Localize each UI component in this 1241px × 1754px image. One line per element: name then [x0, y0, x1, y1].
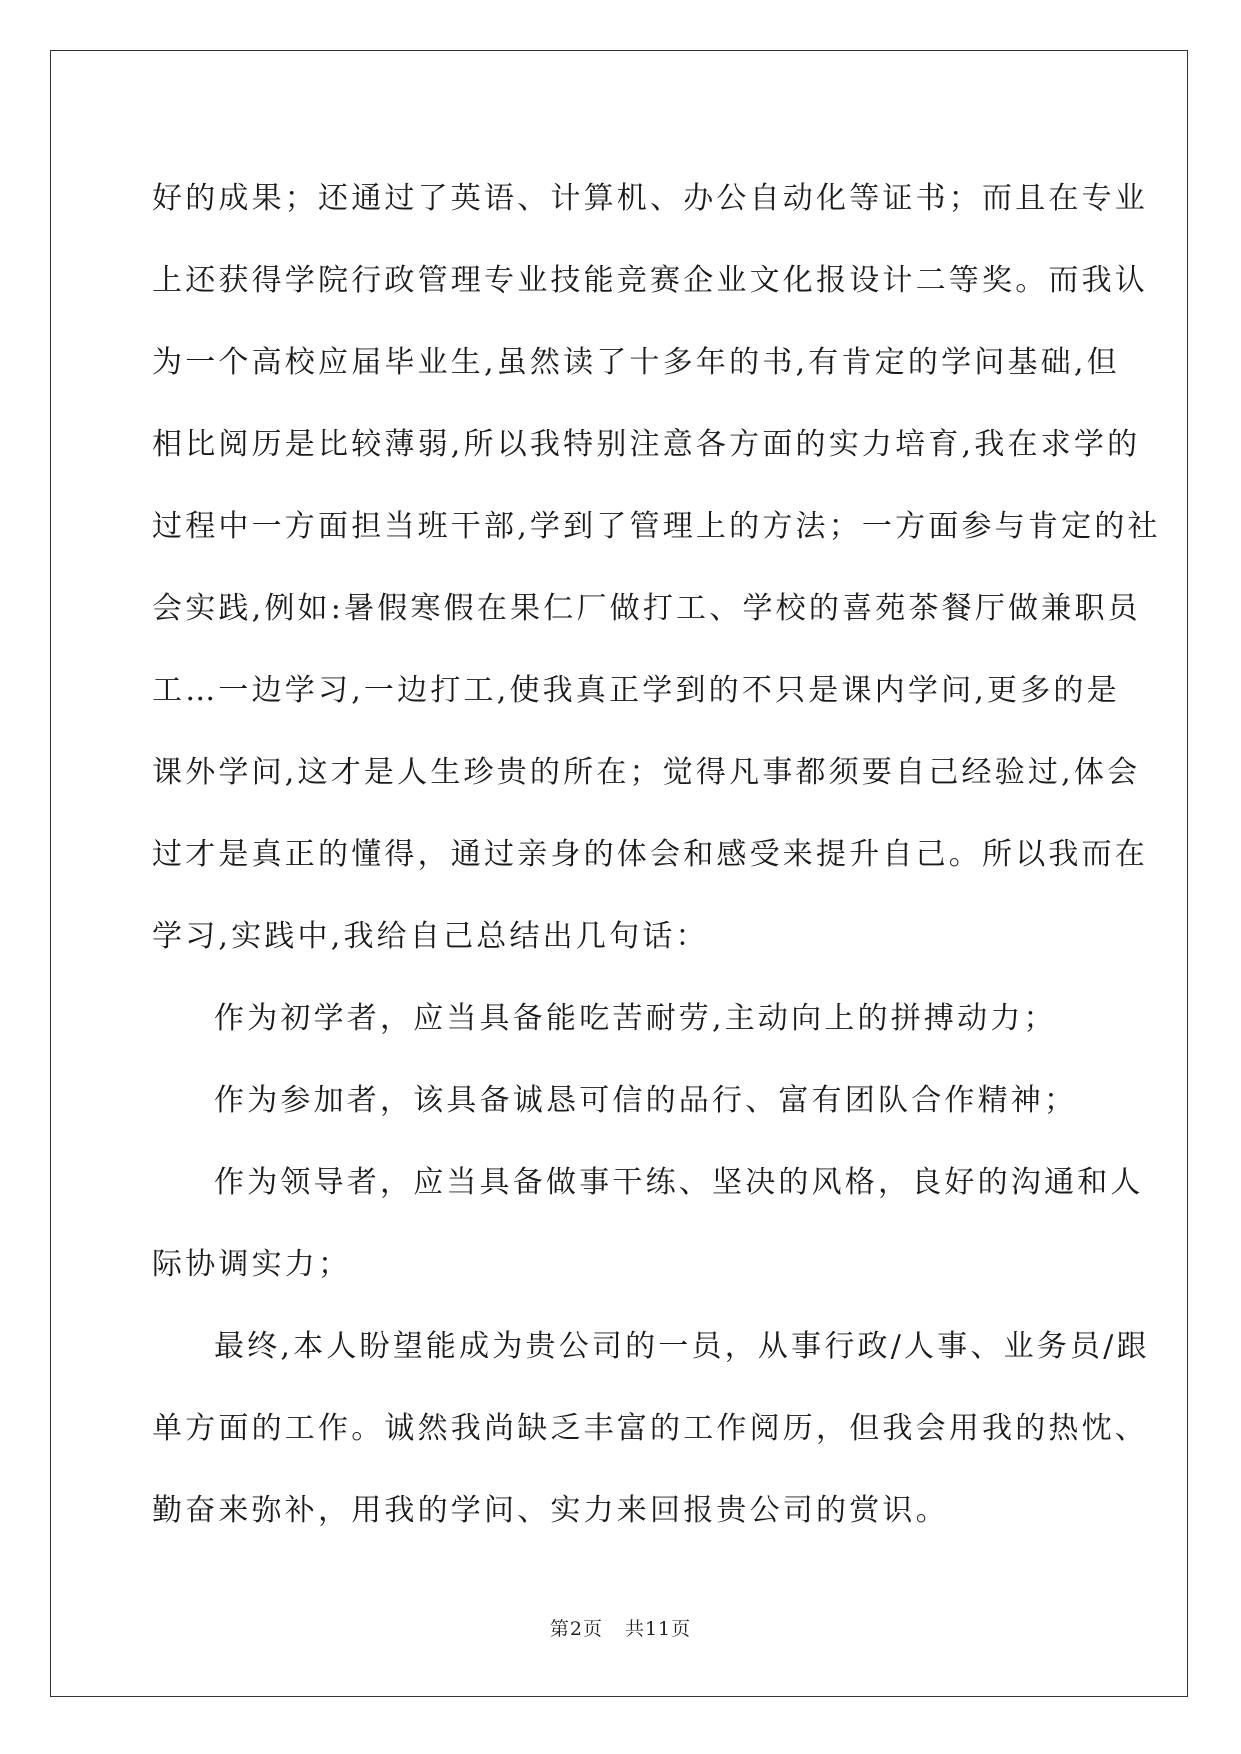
text-line-indented: 作为参加者，该具备诚恳可信的品行、富有团队合作精神；: [214, 1083, 1078, 1118]
text-line: 过才是真正的懂得，通过亲身的体会和感受来提升自己。所以我而在: [152, 837, 1148, 872]
page-number-current: 第2页: [549, 1618, 603, 1640]
page-number-total: 共11页: [624, 1618, 692, 1640]
text-line-indented: 最终,本人盼望能成为贵公司的一员，从事行政/人事、业务员/跟: [214, 1329, 1150, 1364]
text-line: 会实践,例如:暑假寒假在果仁厂做打工、学校的喜苑茶餐厅做兼职员: [152, 591, 1141, 626]
text-line: 单方面的工作。诚然我尚缺乏丰富的工作阅历，但我会用我的热忱、: [152, 1411, 1148, 1446]
text-line: 好的成果；还通过了英语、计算机、办公自动化等证书；而且在专业: [152, 181, 1148, 216]
page-footer: [0, 1614, 1241, 1641]
text-line: 工…一边学习,一边打工,使我真正学到的不只是课内学问,更多的是: [152, 673, 1120, 708]
text-line: 勤奋来弥补，用我的学问、实力来回报贵公司的赏识。: [152, 1493, 949, 1528]
text-line: 过程中一方面担当班干部,学到了管理上的方法；一方面参与肯定的社: [152, 509, 1161, 544]
text-line: 上还获得学院行政管理专业技能竞赛企业文化报设计二等奖。而我认: [152, 263, 1148, 298]
text-line: 学习,实践中,我给自己总结出几句话：: [152, 919, 709, 954]
text-line-indented: 作为领导者，应当具备做事干练、坚决的风格，良好的沟通和人: [214, 1165, 1144, 1200]
text-line-indented: 作为初学者，应当具备能吃苦耐劳,主动向上的拼搏动力；: [214, 1001, 1057, 1036]
text-line: 相比阅历是比较薄弱,所以我特别注意各方面的实力培育,我在求学的: [152, 427, 1141, 462]
text-line: 际协调实力；: [152, 1247, 352, 1282]
text-line: 课外学问,这才是人生珍贵的所在；觉得凡事都须要自己经验过,体会: [152, 755, 1141, 790]
text-line: 为一个高校应届毕业生,虽然读了十多年的书,有肯定的学问基础,但: [152, 345, 1120, 380]
document-body: [152, 158, 1161, 1552]
